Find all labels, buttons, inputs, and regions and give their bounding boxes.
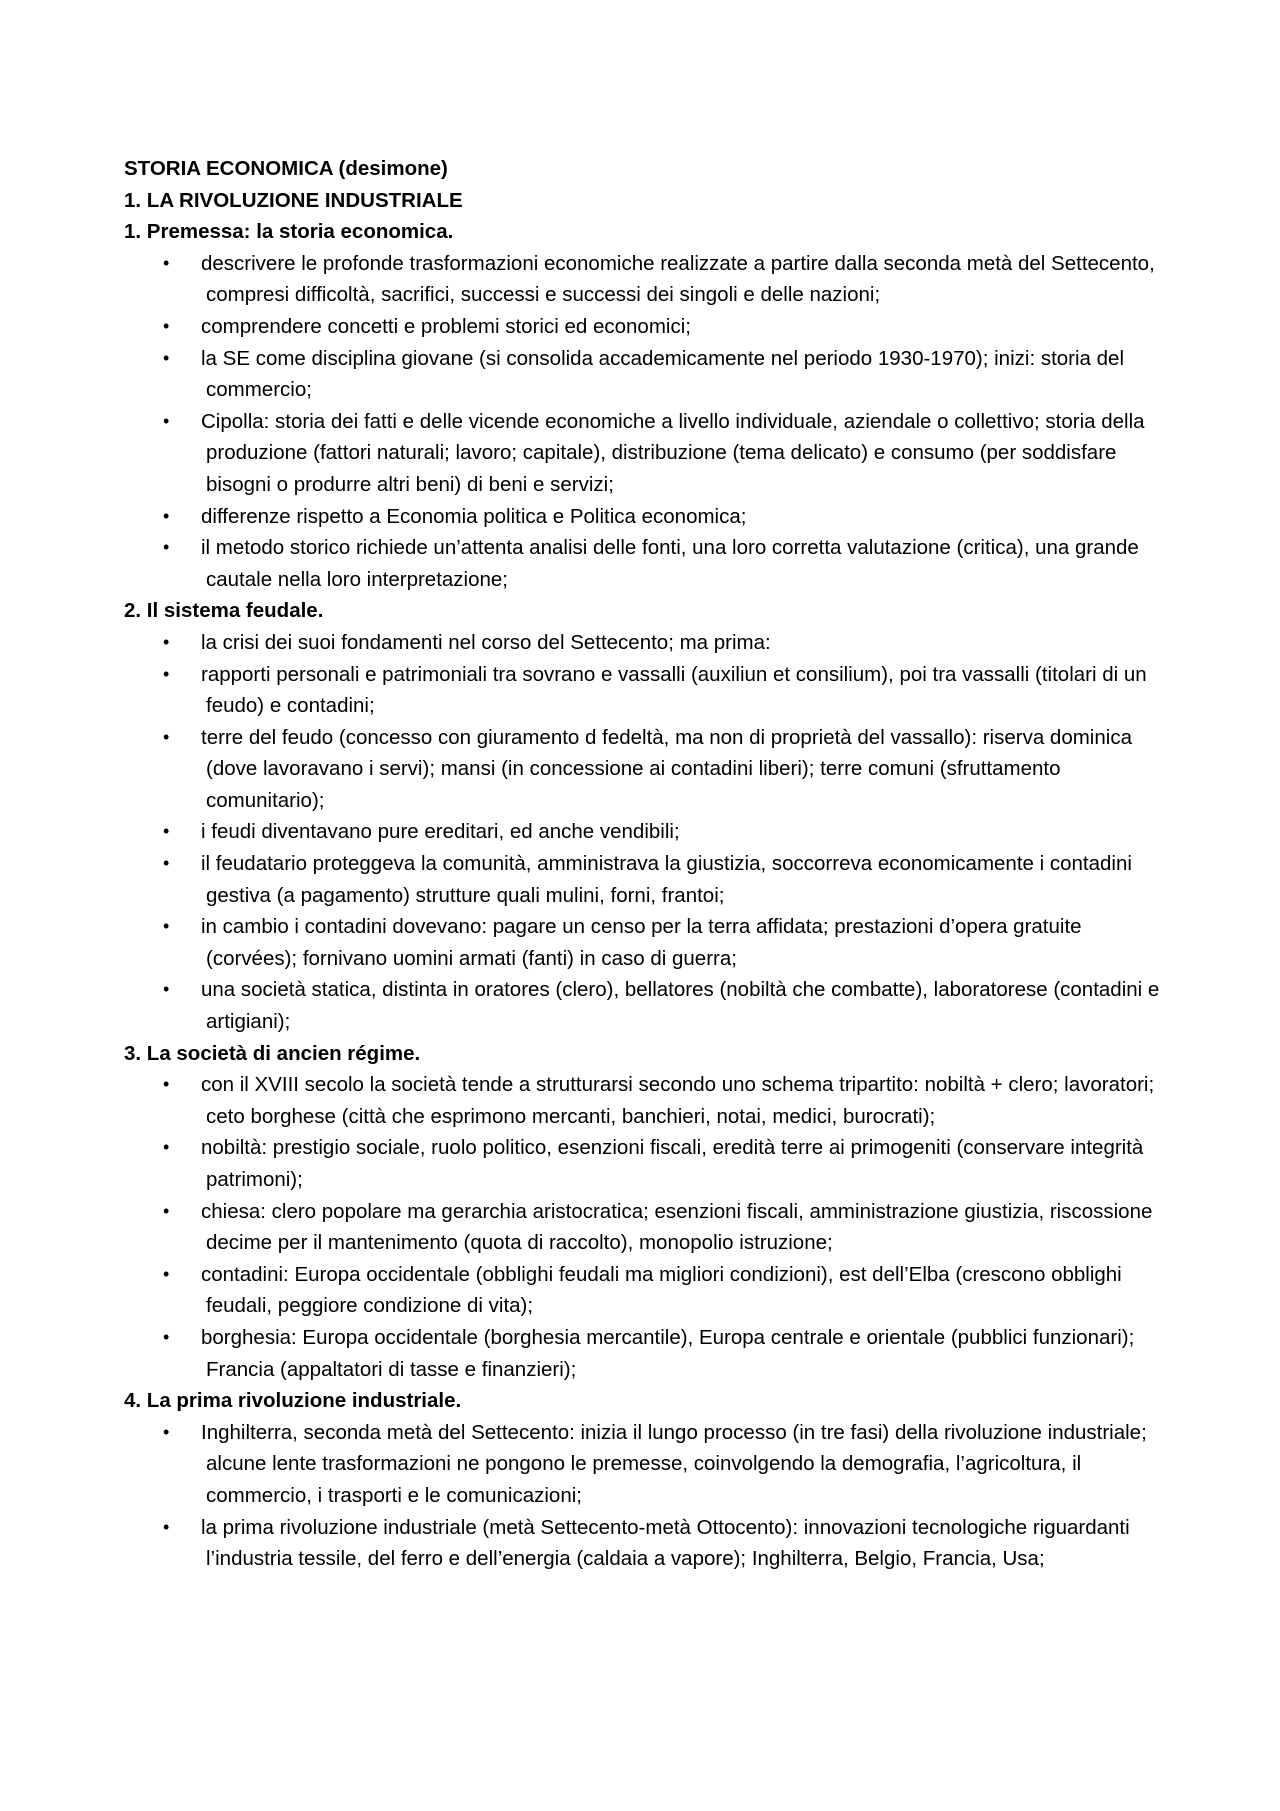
list-item: • borghesia: Europa occidentale (borghesia mercantile), Europa centrale e orientale (pubblici funzionari); Francia (appaltatori di tasse e finanzieri); [124,1322,1184,1385]
bullet-list [124,1417,1184,1575]
bullet-icon: • [163,916,170,937]
list-item: • Inghilterra, seconda metà del Settecento: inizia il lungo processo (in tre fasi) della rivoluzione industriale; alcune lente trasformazioni ne pongono le premesse, coinvolgendo la demografia, l’agricoltura, il commercio, i trasporti e le comunicazioni; [124,1417,1184,1512]
list-item: • la SE come disciplina giovane (si consolida accademicamente nel periodo 1930-1970); inizi: storia del commercio; [124,343,1184,406]
bullet-icon: • [163,505,170,526]
bullet-icon: • [163,537,170,558]
list-item: • terre del feudo (concesso con giuramento d fedeltà, ma non di proprietà del vassallo): riserva dominica (dove lavoravano i servi); mansi (in concessione ai contadini liberi); terre comuni (sfruttamento comunitario); [124,722,1184,817]
list-item: • contadini: Europa occidentale (obblighi feudali ma migliori condizioni), est dell’Elba (crescono obblighi feudali, peggiore condizione di vita); [124,1259,1184,1322]
bullet-icon: • [163,1200,170,1221]
bullet-list [124,627,1184,1038]
list-item: • i feudi diventavano pure ereditari, ed anche vendibili; [124,816,1184,848]
bullet-icon: • [163,853,170,874]
bullet-icon: • [163,726,170,747]
bullet-icon: • [163,347,170,368]
list-item: • differenze rispetto a Economia politica e Politica economica; [124,501,1184,533]
bullet-icon: • [163,1137,170,1158]
bullet-icon: • [163,1421,170,1442]
list-item: • con il XVIII secolo la società tende a strutturarsi secondo uno schema tripartito: nobiltà + clero; lavoratori; ceto borghese (città che esprimono mercanti, banchieri, notai, medici, burocrati); [124,1069,1184,1132]
chapter-title: 1. LA RIVOLUZIONE INDUSTRIALE [124,188,463,212]
list-item: • rapporti personali e patrimoniali tra sovrano e vassalli (auxiliun et consilium), poi tra vassalli (titolari di un feudo) e contadini; [124,659,1184,722]
list-item: • la prima rivoluzione industriale (metà Settecento-metà Ottocento): innovazioni tecnologiche riguardanti l’industria tessile, del ferro e dell’energia (caldaia a vapore); Inghilterra, Belgio, Francia, Usa; [124,1512,1184,1575]
bullet-icon: • [163,1074,170,1095]
list-item: • in cambio i contadini dovevano: pagare un censo per la terra affidata; prestazioni d’opera gratuite (corvées); fornivano uomini armati (fanti) in caso di guerra; [124,911,1184,974]
bullet-icon: • [163,1516,170,1537]
list-item: • una società statica, distinta in oratores (clero), bellatores (nobiltà che combatte), laboratorese (contadini e artigiani); [124,974,1184,1037]
list-item: • chiesa: clero popolare ma gerarchia aristocratica; esenzioni fiscali, amministrazione giustizia, riscossione decime per il mantenimento (quota di raccolto), monopolio istruzione; [124,1196,1184,1259]
section-heading: 3. La società di ancien régime. [124,1041,421,1065]
list-item: • nobiltà: prestigio sociale, ruolo politico, esenzioni fiscali, eredità terre ai primogeniti (conservare integrità patrimoni); [124,1132,1184,1195]
section-heading: 2. Il sistema feudale. [124,599,324,623]
document-title: STORIA ECONOMICA (desimone) [124,157,448,180]
bullet-icon: • [163,631,170,652]
bullet-list [124,248,1184,596]
list-item: • comprendere concetti e problemi storici ed economici; [124,311,1184,343]
bullet-icon: • [163,979,170,1000]
bullet-icon: • [163,1326,170,1347]
document-page [124,153,1184,1575]
bullet-icon: • [163,315,170,336]
section-heading: 1. Premessa: la storia economica. [124,220,454,244]
bullet-icon: • [163,1263,170,1284]
list-item: • Cipolla: storia dei fatti e delle vicende economiche a livello individuale, aziendale o collettivo; storia della produzione (fattori naturali; lavoro; capitale), distribuzione (tema delicato) e consumo (per soddisfare bisogni o produrre altri beni) di beni e servizi; [124,406,1184,501]
list-item: • descrivere le profonde trasformazioni economiche realizzate a partire dalla seconda metà del Settecento, compresi difficoltà, sacrifici, successi e successi dei singoli e delle nazioni; [124,248,1184,311]
bullet-icon: • [163,410,170,431]
list-item: • la crisi dei suoi fondamenti nel corso del Settecento; ma prima: [124,627,1184,659]
bullet-list [124,1069,1184,1385]
list-item: • il feudatario proteggeva la comunità, amministrava la giustizia, soccorreva economicamente i contadini gestiva (a pagamento) strutture quali mulini, forni, frantoi; [124,848,1184,911]
list-item: • il metodo storico richiede un’attenta analisi delle fonti, una loro corretta valutazione (critica), una grande cautale nella loro interpretazione; [124,532,1184,595]
bullet-icon: • [163,252,170,273]
bullet-icon: • [163,821,170,842]
section-heading: 4. La prima rivoluzione industriale. [124,1389,462,1413]
bullet-icon: • [163,663,170,684]
